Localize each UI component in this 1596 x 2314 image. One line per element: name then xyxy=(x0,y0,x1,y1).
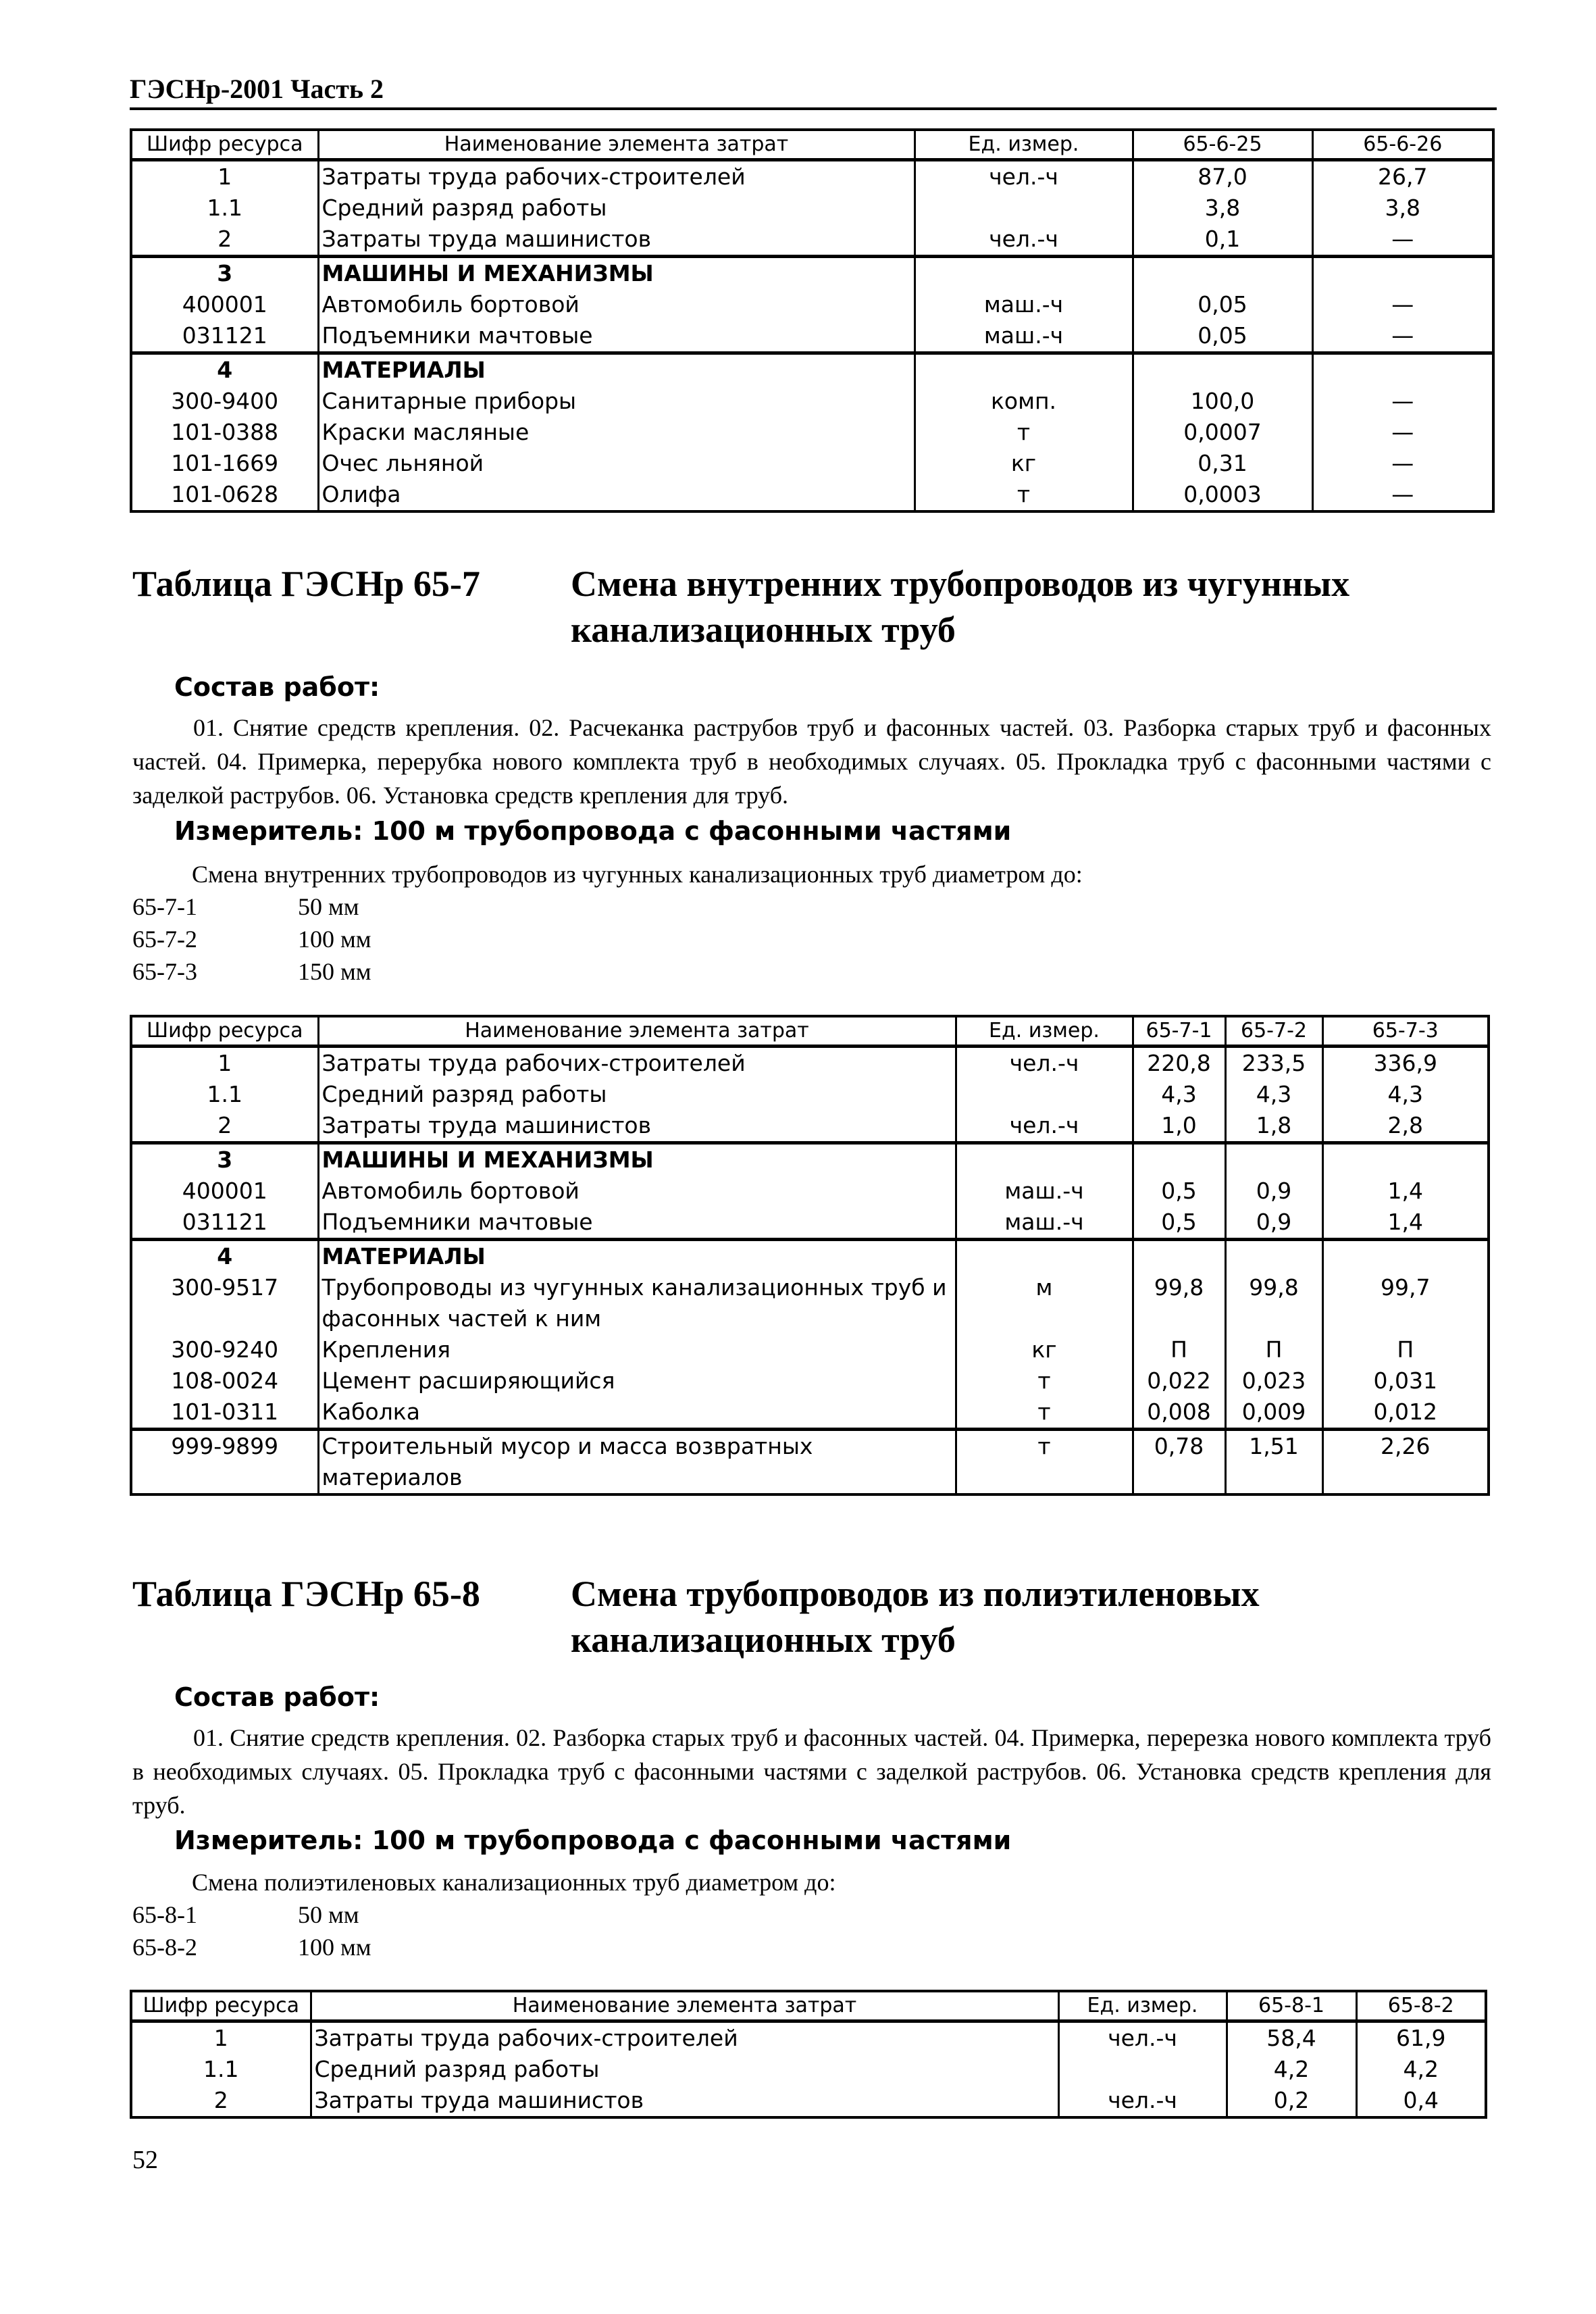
table-label-65-8: Таблица ГЭСНр 65-8 xyxy=(132,1574,480,1614)
column-header: 65-7-3 xyxy=(1322,1016,1489,1047)
table-row xyxy=(131,289,1493,320)
resource-code: 300-9517 xyxy=(131,1272,318,1334)
value xyxy=(1312,257,1493,290)
unit: чел.-ч xyxy=(956,1110,1133,1143)
value: 1,51 xyxy=(1225,1430,1322,1495)
list-item xyxy=(132,890,371,923)
item-diameter: 100 мм xyxy=(298,1934,371,1961)
resource-code: 031121 xyxy=(131,1207,318,1240)
intro-text: Смена полиэтиленовых канализационных труб диаметром до: xyxy=(192,1869,836,1896)
unit xyxy=(915,353,1133,386)
resource-code: 300-9400 xyxy=(131,386,318,417)
cost-element-name: Краски масляные xyxy=(318,417,915,448)
value: П xyxy=(1133,1334,1225,1365)
table-row xyxy=(131,353,1493,386)
cost-element-name: Каболка xyxy=(318,1397,956,1430)
resource-code: 1 xyxy=(131,160,318,193)
sostav-text: 01. Снятие средств крепления. 02. Расчеканка раструбов труб и фасонных частей. 03. Разборка старых труб и фасонных частей. 04. Примерка, перерубка нового комплекта труб в необходимых случаях. 05. Прокладка труб с фасонными частями с заделкой раструбов. 06. Установка средств крепления для труб. xyxy=(132,714,1491,809)
resource-code: 1.1 xyxy=(131,193,318,224)
cost-element-name: Подъемники мачтовые xyxy=(318,320,915,353)
value: 0,78 xyxy=(1133,1430,1225,1495)
table-row xyxy=(131,448,1493,479)
table-row xyxy=(131,1079,1489,1110)
value: 0,5 xyxy=(1133,1176,1225,1207)
value: 0,05 xyxy=(1133,320,1312,353)
unit: чел.-ч xyxy=(1058,2021,1227,2055)
column-header: Наименование элемента затрат xyxy=(318,1016,956,1047)
running-header: ГЭСНр-2001 Часть 2 xyxy=(130,73,1497,110)
cost-element-name: Строительный мусор и масса возвратных материалов xyxy=(318,1430,956,1495)
value: 2,8 xyxy=(1322,1110,1489,1143)
resource-code: 101-0311 xyxy=(131,1397,318,1430)
resource-code: 400001 xyxy=(131,1176,318,1207)
value: 0,31 xyxy=(1133,448,1312,479)
table-row xyxy=(131,1397,1489,1430)
sostav-label: Состав работ: xyxy=(174,1682,380,1712)
resource-code: 101-1669 xyxy=(131,448,318,479)
unit xyxy=(956,1079,1133,1110)
unit: маш.-ч xyxy=(915,289,1133,320)
value: — xyxy=(1312,289,1493,320)
resource-code: 4 xyxy=(131,1240,318,1273)
resource-code: 101-0628 xyxy=(131,479,318,511)
resource-code: 3 xyxy=(131,1143,318,1176)
cost-element-name: Цемент расширяющийся xyxy=(318,1365,956,1397)
value: 0,0007 xyxy=(1133,417,1312,448)
column-header: 65-7-2 xyxy=(1225,1016,1322,1047)
value: — xyxy=(1312,479,1493,511)
value: 61,9 xyxy=(1356,2021,1486,2055)
value: 3,8 xyxy=(1133,193,1312,224)
value: 0,008 xyxy=(1133,1397,1225,1430)
table-row xyxy=(131,386,1493,417)
table-row xyxy=(131,2054,1486,2085)
column-header: Шифр ресурса xyxy=(131,1016,318,1047)
izmeritel: Измеритель: 100 м трубопровода с фасонными частями xyxy=(174,816,1012,846)
value: 26,7 xyxy=(1312,160,1493,193)
table-row xyxy=(131,193,1493,224)
value xyxy=(1225,1143,1322,1176)
unit: чел.-ч xyxy=(915,160,1133,193)
izmeritel: Измеритель: 100 м трубопровода с фасонными частями xyxy=(174,1826,1012,1855)
unit: м xyxy=(956,1272,1133,1334)
value: 0,012 xyxy=(1322,1397,1489,1430)
table-row xyxy=(131,1047,1489,1080)
table-row xyxy=(131,2085,1486,2117)
value: 87,0 xyxy=(1133,160,1312,193)
resource-code: 3 xyxy=(131,257,318,290)
resource-table-65-6 xyxy=(130,128,1495,513)
value: 336,9 xyxy=(1322,1047,1489,1080)
unit xyxy=(1058,2054,1227,2085)
value: 0,5 xyxy=(1133,1207,1225,1240)
resource-code: 300-9240 xyxy=(131,1334,318,1365)
value: 0,9 xyxy=(1225,1207,1322,1240)
unit xyxy=(915,193,1133,224)
item-diameter: 50 мм xyxy=(298,893,359,920)
value: 1,8 xyxy=(1225,1110,1322,1143)
sostav-label: Состав работ: xyxy=(174,672,380,702)
table-row xyxy=(131,1334,1489,1365)
table-row xyxy=(131,479,1493,511)
table-row xyxy=(131,224,1493,257)
value: 0,2 xyxy=(1227,2085,1356,2117)
cost-element-name: Затраты труда рабочих-строителей xyxy=(318,1047,956,1080)
value xyxy=(1133,353,1312,386)
item-code: 65-7-3 xyxy=(132,958,197,985)
value: — xyxy=(1312,448,1493,479)
value: 99,8 xyxy=(1133,1272,1225,1334)
resource-code: 101-0388 xyxy=(131,417,318,448)
value: 0,9 xyxy=(1225,1176,1322,1207)
cost-element-name: Автомобиль бортовой xyxy=(318,1176,956,1207)
value: — xyxy=(1312,417,1493,448)
cost-element-name: Санитарные приборы xyxy=(318,386,915,417)
cost-element-name: Затраты труда рабочих-строителей xyxy=(311,2021,1058,2055)
item-diameter: 50 мм xyxy=(298,1901,359,1928)
value xyxy=(1225,1240,1322,1273)
value: 220,8 xyxy=(1133,1047,1225,1080)
cost-element-name: Подъемники мачтовые xyxy=(318,1207,956,1240)
resource-code: 4 xyxy=(131,353,318,386)
value: 233,5 xyxy=(1225,1047,1322,1080)
item-diameter: 100 мм xyxy=(298,926,371,953)
list-item xyxy=(132,923,371,955)
column-header: Ед. измер. xyxy=(956,1016,1133,1047)
value xyxy=(1133,1240,1225,1273)
value: 4,2 xyxy=(1356,2054,1486,2085)
cost-element-name: Средний разряд работы xyxy=(318,193,915,224)
resource-code: 2 xyxy=(131,224,318,257)
item-diameter: 150 мм xyxy=(298,958,371,985)
column-header: Ед. измер. xyxy=(915,130,1133,160)
value: 4,3 xyxy=(1225,1079,1322,1110)
unit: маш.-ч xyxy=(956,1207,1133,1240)
unit: чел.-ч xyxy=(1058,2085,1227,2117)
resource-table-65-8 xyxy=(130,1990,1487,2119)
unit: маш.-ч xyxy=(956,1176,1133,1207)
intro-text: Смена внутренних трубопроводов из чугунных канализационных труб диаметром до: xyxy=(192,861,1083,888)
value: 0,031 xyxy=(1322,1365,1489,1397)
resource-code: 1 xyxy=(131,2021,311,2055)
value xyxy=(1133,1143,1225,1176)
cost-element-name: Трубопроводы из чугунных канализационных труб и фасонных частей к ним xyxy=(318,1272,956,1334)
cost-element-name: Крепления xyxy=(318,1334,956,1365)
column-header: 65-8-1 xyxy=(1227,1991,1356,2021)
item-list xyxy=(132,890,371,988)
table-row xyxy=(131,320,1493,353)
unit: т xyxy=(956,1365,1133,1397)
value: — xyxy=(1312,224,1493,257)
cost-element-name: Средний разряд работы xyxy=(318,1079,956,1110)
unit: комп. xyxy=(915,386,1133,417)
unit xyxy=(915,257,1133,290)
table-row xyxy=(131,1365,1489,1397)
value: 0,1 xyxy=(1133,224,1312,257)
value: 0,0003 xyxy=(1133,479,1312,511)
column-header: Шифр ресурса xyxy=(131,1991,311,2021)
unit: чел.-ч xyxy=(956,1047,1133,1080)
column-header: 65-6-26 xyxy=(1312,130,1493,160)
unit: кг xyxy=(915,448,1133,479)
cost-element-name: Автомобиль бортовой xyxy=(318,289,915,320)
value: 0,4 xyxy=(1356,2085,1486,2117)
value: 1,0 xyxy=(1133,1110,1225,1143)
cost-element-name: Олифа xyxy=(318,479,915,511)
sostav-text: 01. Снятие средств крепления. 02. Разборка старых труб и фасонных частей. 04. Примерка, перерезка нового комплекта труб в необходимых случаях. 05. Прокладка труб с фасонными частями с заделкой раструбов. 06. Установка средств крепления для труб. xyxy=(132,1724,1491,1819)
cost-element-name: МАТЕРИАЛЫ xyxy=(318,353,915,386)
value xyxy=(1322,1143,1489,1176)
item-code: 65-7-2 xyxy=(132,926,197,953)
cost-element-name: Затраты труда машинистов xyxy=(311,2085,1058,2117)
value: 99,8 xyxy=(1225,1272,1322,1334)
value: 100,0 xyxy=(1133,386,1312,417)
value: 0,022 xyxy=(1133,1365,1225,1397)
unit: т xyxy=(956,1430,1133,1495)
page-number: 52 xyxy=(132,2146,158,2174)
value: 4,3 xyxy=(1322,1079,1489,1110)
unit: т xyxy=(915,417,1133,448)
column-header: Наименование элемента затрат xyxy=(318,130,915,160)
value: 0,009 xyxy=(1225,1397,1322,1430)
cost-element-name: МАШИНЫ И МЕХАНИЗМЫ xyxy=(318,1143,956,1176)
table-title-65-7: Смена внутренних трубопроводов из чугунных канализационных труб xyxy=(571,563,1350,650)
value: 0,05 xyxy=(1133,289,1312,320)
list-item xyxy=(132,1898,371,1931)
item-code: 65-8-1 xyxy=(132,1901,197,1928)
table-row xyxy=(131,417,1493,448)
column-header: 65-6-25 xyxy=(1133,130,1312,160)
resource-code: 2 xyxy=(131,2085,311,2117)
item-list xyxy=(132,1898,371,1963)
cost-element-name: Затраты труда рабочих-строителей xyxy=(318,160,915,193)
cost-element-name: Затраты труда машинистов xyxy=(318,224,915,257)
resource-code: 2 xyxy=(131,1110,318,1143)
table-row xyxy=(131,1240,1489,1273)
unit: т xyxy=(915,479,1133,511)
unit: маш.-ч xyxy=(915,320,1133,353)
table-row xyxy=(131,1143,1489,1176)
cost-element-name: Средний разряд работы xyxy=(311,2054,1058,2085)
value: 58,4 xyxy=(1227,2021,1356,2055)
item-code: 65-7-1 xyxy=(132,893,197,920)
unit: кг xyxy=(956,1334,1133,1365)
table-row xyxy=(131,257,1493,290)
value: — xyxy=(1312,386,1493,417)
table-label-65-7: Таблица ГЭСНр 65-7 xyxy=(132,563,480,604)
value xyxy=(1133,257,1312,290)
value: 0,023 xyxy=(1225,1365,1322,1397)
value: 1,4 xyxy=(1322,1176,1489,1207)
cost-element-name: МАТЕРИАЛЫ xyxy=(318,1240,956,1273)
value: — xyxy=(1312,320,1493,353)
value: 99,7 xyxy=(1322,1272,1489,1334)
value: П xyxy=(1225,1334,1322,1365)
column-header: 65-7-1 xyxy=(1133,1016,1225,1047)
table-row xyxy=(131,1430,1489,1495)
unit: чел.-ч xyxy=(915,224,1133,257)
table-row xyxy=(131,1207,1489,1240)
resource-code: 1.1 xyxy=(131,1079,318,1110)
value xyxy=(1312,353,1493,386)
column-header: Наименование элемента затрат xyxy=(311,1991,1058,2021)
list-item xyxy=(132,1931,371,1963)
table-row xyxy=(131,1176,1489,1207)
resource-code: 999-9899 xyxy=(131,1430,318,1495)
resource-code: 031121 xyxy=(131,320,318,353)
table-title-65-8: Смена трубопроводов из полиэтиленовых канализационных труб xyxy=(571,1574,1260,1660)
cost-element-name: Затраты труда машинистов xyxy=(318,1110,956,1143)
column-header: 65-8-2 xyxy=(1356,1991,1486,2021)
resource-code: 1.1 xyxy=(131,2054,311,2085)
value: 1,4 xyxy=(1322,1207,1489,1240)
resource-code: 400001 xyxy=(131,289,318,320)
resource-code: 108-0024 xyxy=(131,1365,318,1397)
cost-element-name: МАШИНЫ И МЕХАНИЗМЫ xyxy=(318,257,915,290)
value xyxy=(1322,1240,1489,1273)
unit xyxy=(956,1240,1133,1273)
column-header: Шифр ресурса xyxy=(131,130,318,160)
table-row xyxy=(131,2021,1486,2055)
value: 2,26 xyxy=(1322,1430,1489,1495)
value: 3,8 xyxy=(1312,193,1493,224)
unit xyxy=(956,1143,1133,1176)
table-row xyxy=(131,1110,1489,1143)
table-row xyxy=(131,1272,1489,1334)
value: 4,3 xyxy=(1133,1079,1225,1110)
resource-code: 1 xyxy=(131,1047,318,1080)
value: 4,2 xyxy=(1227,2054,1356,2085)
item-code: 65-8-2 xyxy=(132,1934,197,1961)
list-item xyxy=(132,955,371,988)
resource-table-65-7 xyxy=(130,1015,1490,1496)
unit: т xyxy=(956,1397,1133,1430)
column-header: Ед. измер. xyxy=(1058,1991,1227,2021)
table-row xyxy=(131,160,1493,193)
cost-element-name: Очес льняной xyxy=(318,448,915,479)
value: П xyxy=(1322,1334,1489,1365)
